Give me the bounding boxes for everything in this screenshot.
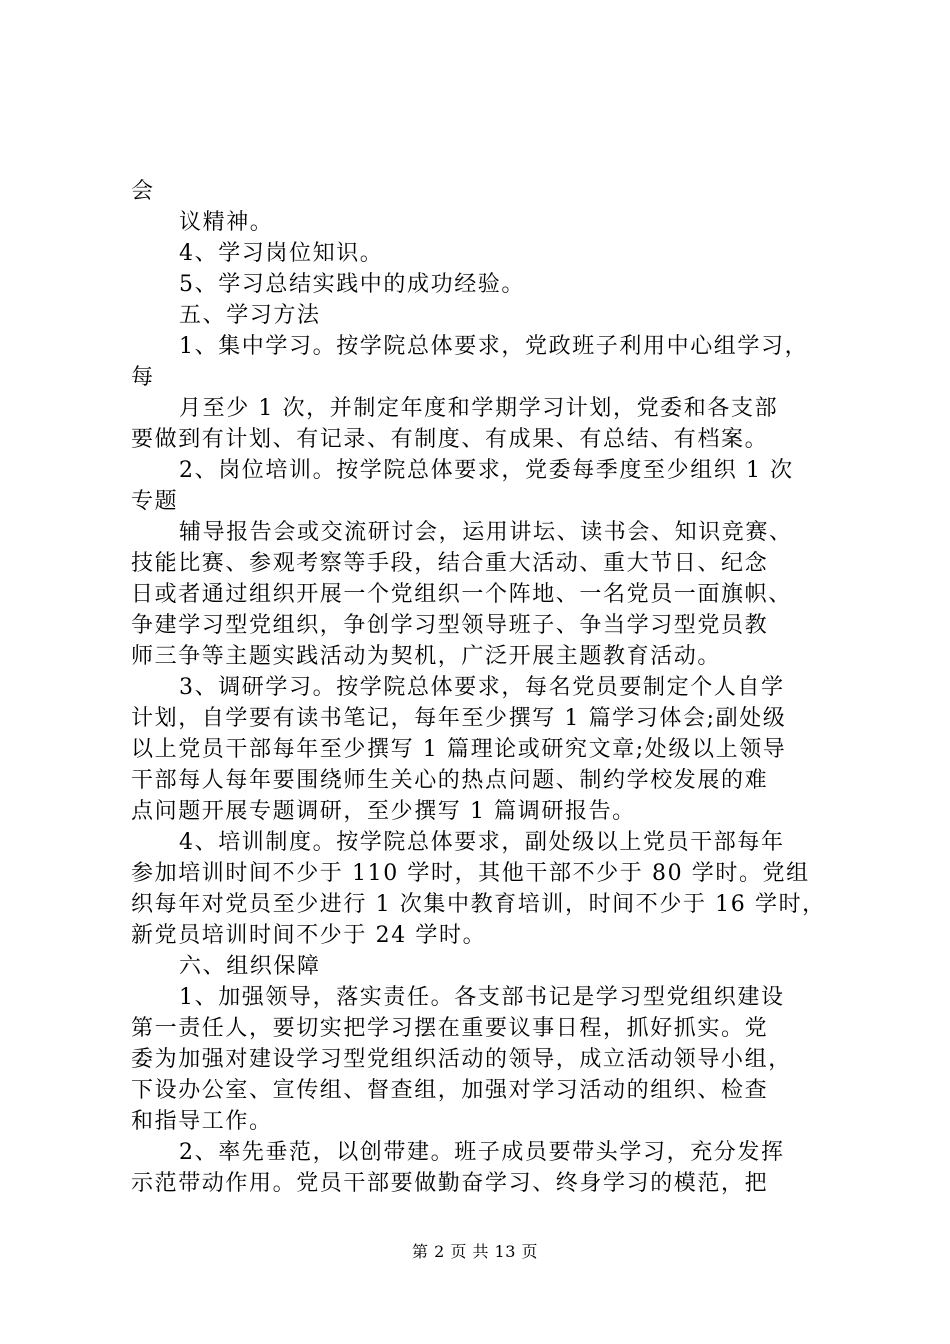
text-line: 要做到有计划、有记录、有制度、有成果、有总结、有档案。: [131, 427, 769, 452]
text-line: 每: [131, 365, 155, 390]
text-line: 参加培训时间不少于 110 学时，其他干部不少于 80 学时。党组: [131, 861, 810, 886]
text-line: 3、调研学习。按学院总体要求，每名党员要制定个人自学: [179, 675, 785, 700]
text-line: 争建学习型党组织，争创学习型领导班子、争当学习型党员教: [131, 613, 769, 638]
text-line: 议精神。: [179, 210, 274, 235]
text-line: 点问题开展专题调研，至少撰写 1 篇调研报告。: [131, 799, 636, 824]
page-footer: 第 2 页 共 13 页: [412, 1242, 538, 1261]
text-line: 示范带动作用。党员干部要做勤奋学习、终身学习的模范，把: [131, 1171, 769, 1196]
text-line: 日或者通过组织开展一个党组织一个阵地、一名党员一面旗帜、: [131, 582, 792, 607]
text-line: 五、学习方法: [179, 303, 321, 328]
text-line: 技能比赛、参观考察等手段，结合重大活动、重大节日、纪念: [131, 551, 769, 576]
text-line: 新党员培训时间不少于 24 学时。: [131, 923, 487, 948]
text-line: 第一责任人，要切实把学习摆在重要议事日程，抓好抓实。党: [131, 1016, 769, 1041]
text-line: 专题: [131, 489, 179, 514]
text-line: 织每年对党员至少进行 1 次集中教育培训，时间不少于 16 学时，: [131, 892, 826, 917]
text-line: 4、培训制度。按学院总体要求，副处级以上党员干部每年: [179, 830, 785, 855]
text-line: 2、岗位培训。按学院总体要求，党委每季度至少组织 1 次: [179, 458, 794, 483]
text-line: 委为加强对建设学习型党组织活动的领导，成立活动领导小组，: [131, 1047, 792, 1072]
text-line: 计划，自学要有读书笔记，每年至少撰写 1 篇学习体会;副处级: [131, 706, 787, 731]
text-line: 2、率先垂范，以创带建。班子成员要带头学习，充分发挥: [179, 1140, 785, 1165]
document-body: [131, 176, 831, 1199]
text-line: 1、加强领导，落实责任。各支部书记是学习型党组织建设: [179, 985, 785, 1010]
text-line: 和指导工作。: [131, 1109, 273, 1134]
text-line: 5、学习总结实践中的成功经验。: [179, 272, 525, 297]
text-line: 辅导报告会或交流研讨会，运用讲坛、读书会、知识竞赛、: [179, 520, 793, 545]
text-line: 4、学习岗位知识。: [179, 241, 384, 266]
text-line: 会: [131, 179, 155, 204]
text-line: 六、组织保障: [179, 954, 321, 979]
text-line: 师三争等主题实践活动为契机，广泛开展主题教育活动。: [131, 644, 722, 669]
text-line: 以上党员干部每年至少撰写 1 篇理论或研究文章;处级以上领导: [131, 737, 787, 762]
text-line: 干部每人每年要围绕师生关心的热点问题、制约学校发展的难: [131, 768, 769, 793]
text-line: 下设办公室、宣传组、督查组，加强对学习活动的组织、检查: [131, 1078, 769, 1103]
text-line: 1、集中学习。按学院总体要求，党政班子利用中心组学习，: [179, 334, 809, 359]
text-line: 月至少 1 次，并制定年度和学期学习计划，党委和各支部: [179, 396, 779, 421]
